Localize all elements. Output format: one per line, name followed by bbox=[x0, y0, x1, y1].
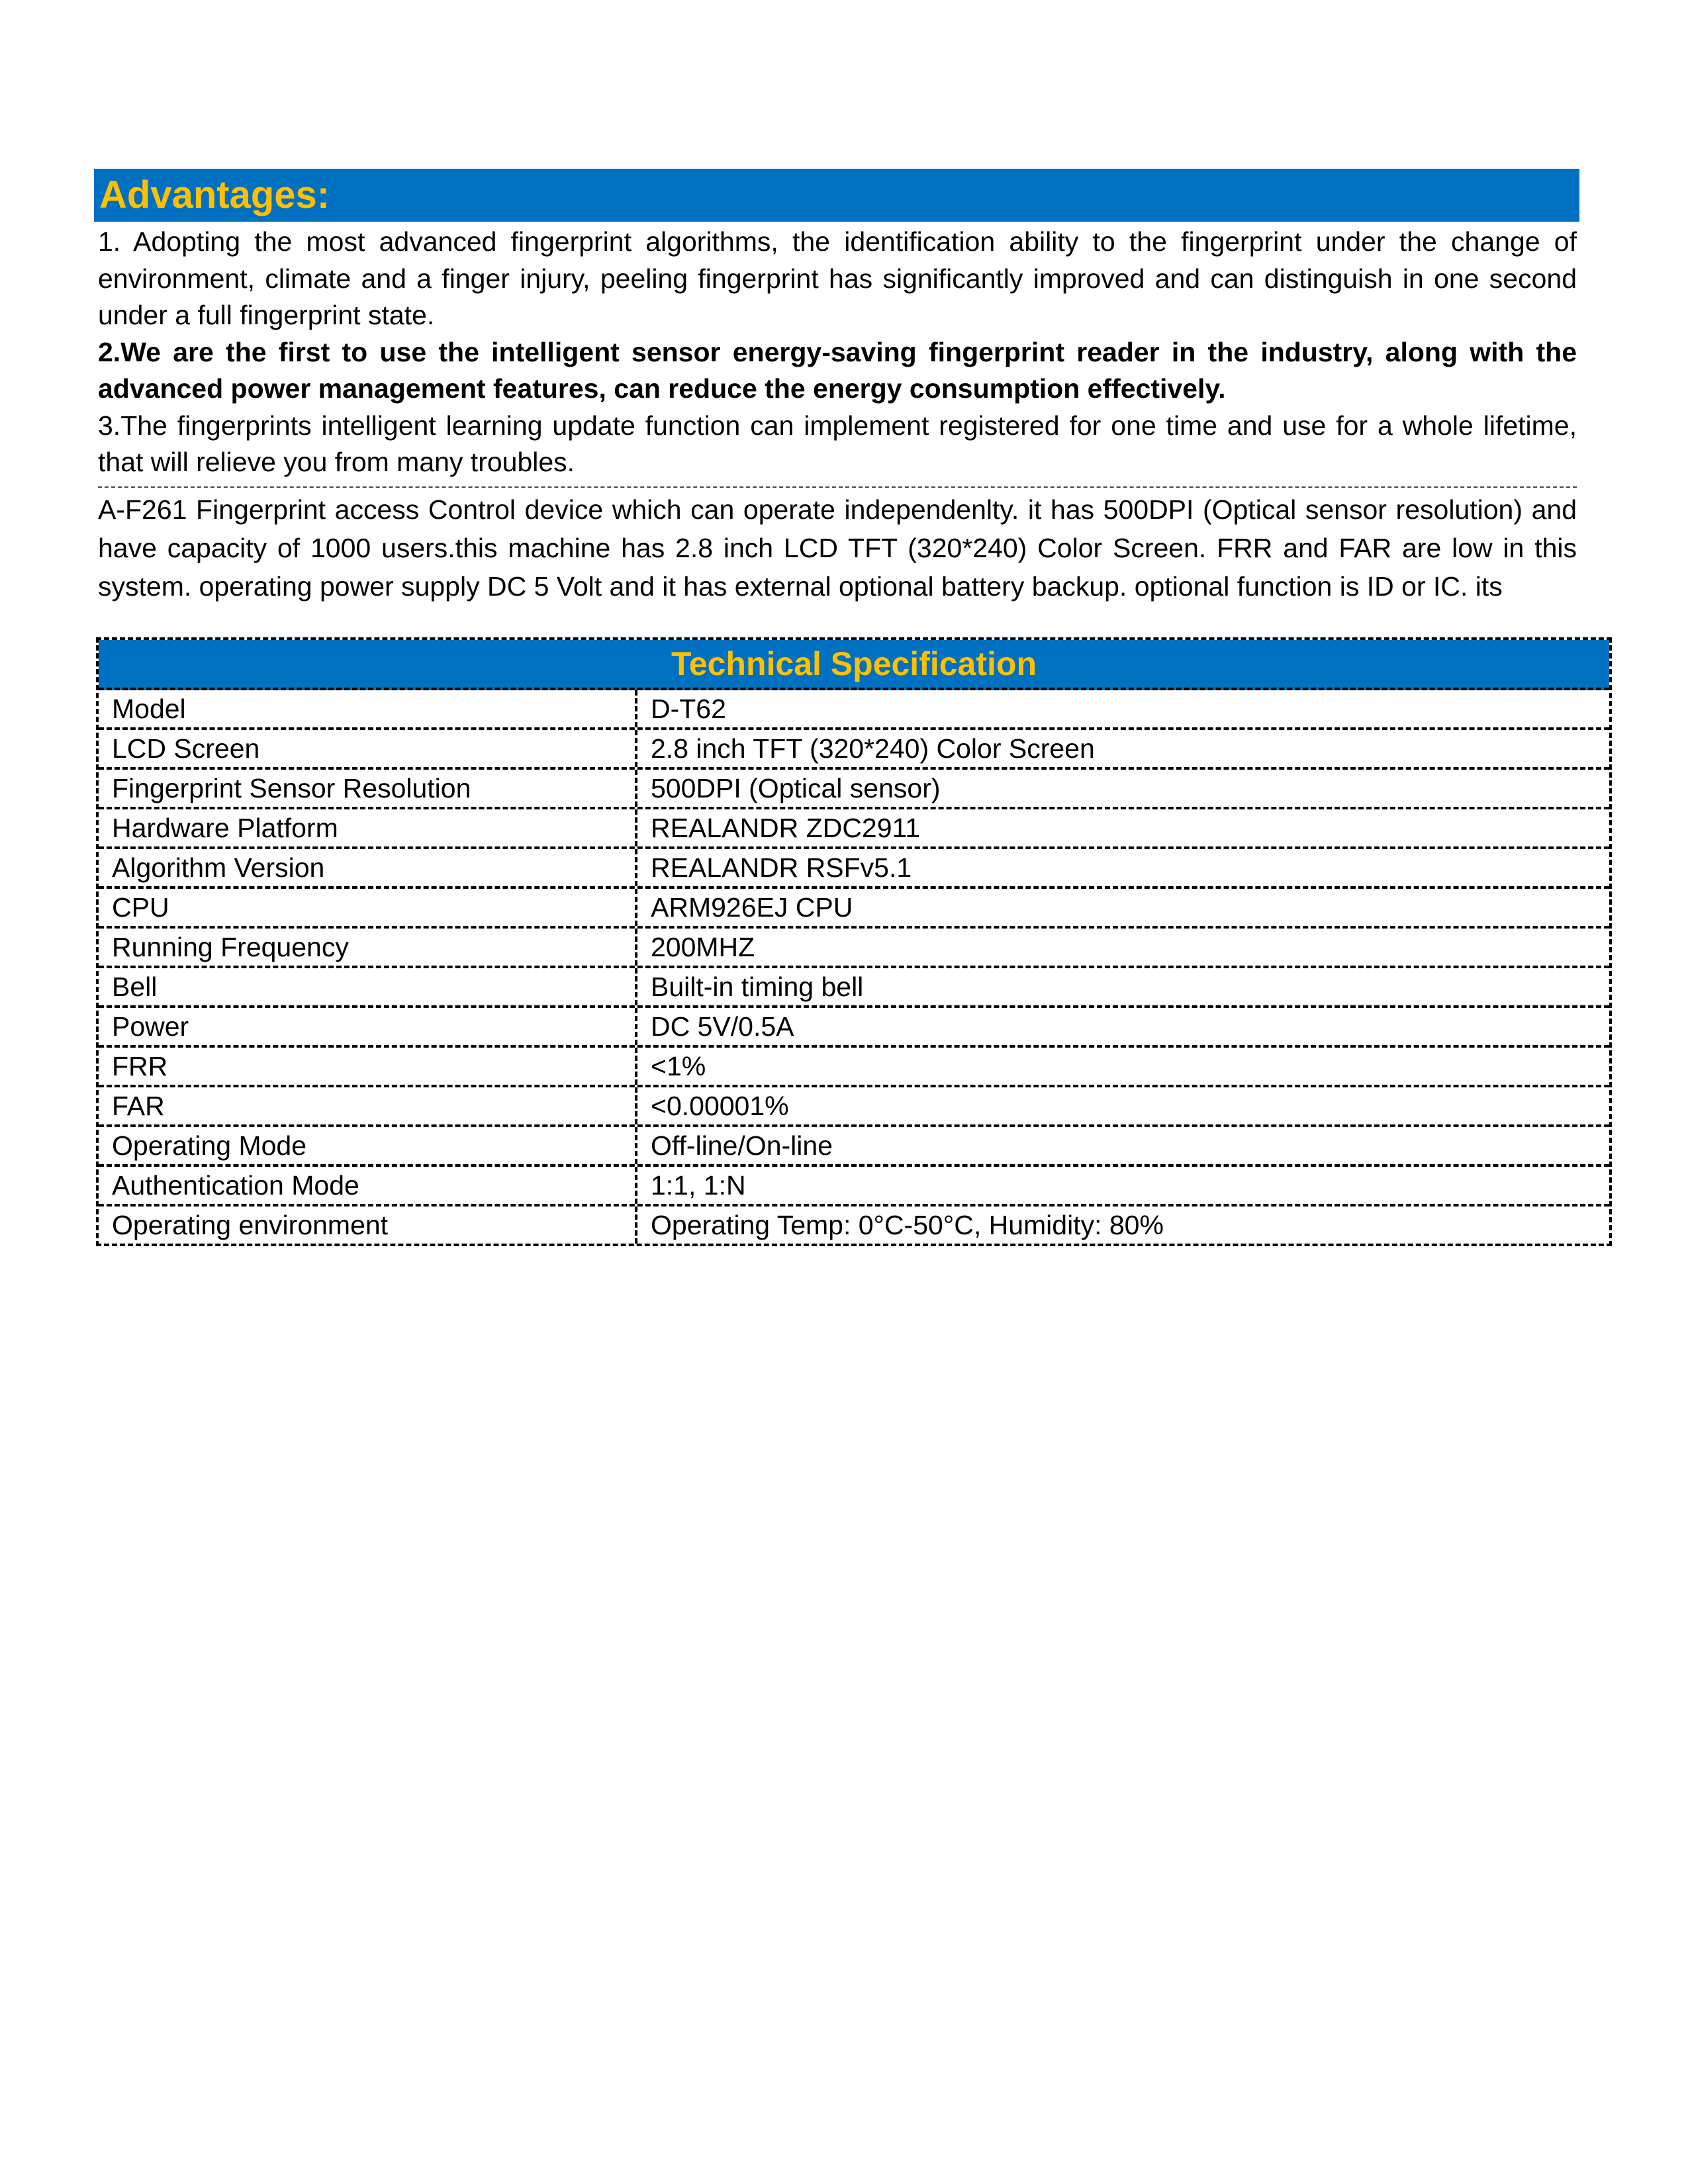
table-row bbox=[99, 690, 1609, 730]
spec-label: Hardware Platform bbox=[99, 809, 637, 846]
spec-label: Operating Mode bbox=[99, 1127, 637, 1164]
spec-value: DC 5V/0.5A bbox=[651, 1011, 794, 1042]
spec-value: REALANDR RSFv5.1 bbox=[651, 852, 912, 883]
spec-label: Running Frequency bbox=[99, 929, 637, 966]
spec-value: <1% bbox=[651, 1051, 706, 1081]
spec-value: 500DPI (Optical sensor) bbox=[651, 773, 941, 803]
table-row bbox=[99, 849, 1609, 889]
spec-value: 1:1, 1:N bbox=[651, 1170, 746, 1201]
table-row bbox=[99, 1127, 1609, 1167]
table-row bbox=[99, 1206, 1609, 1244]
spec-label: Power bbox=[99, 1008, 637, 1045]
table-row bbox=[99, 1008, 1609, 1048]
spec-label: Operating environment bbox=[99, 1206, 637, 1244]
advantage-point-3: 3.The fingerprints intelligent learning update function can implement registered for one time and use for a whole lifetime, that will relieve you from many troubles. bbox=[98, 410, 1577, 477]
spec-header bbox=[99, 640, 1609, 690]
table-row bbox=[99, 1167, 1609, 1206]
spec-label: Model bbox=[99, 690, 637, 727]
advantage-point-1: 1. Adopting the most advanced fingerprint algorithms, the identification ability to the fingerprint under the change of environment, climate and a finger injury, peeling fingerprint has significantly improved and can distinguish in one second under a full fingerprint state. bbox=[98, 226, 1577, 330]
spec-value: Off-line/On-line bbox=[651, 1130, 833, 1161]
table-row bbox=[99, 730, 1609, 770]
spec-label: Fingerprint Sensor Resolution bbox=[99, 770, 637, 807]
spec-table bbox=[96, 637, 1612, 1246]
advantages-header bbox=[94, 169, 1579, 222]
table-row bbox=[99, 809, 1609, 849]
advantages-title: Advantages: bbox=[99, 173, 330, 216]
spec-title: Technical Specification bbox=[671, 645, 1037, 682]
spec-label: Authentication Mode bbox=[99, 1167, 637, 1204]
spec-label: Bell bbox=[99, 968, 637, 1005]
product-description: A-F261 Fingerprint access Control device which can operate independenlty. it has 500DPI (Optical sensor resolution) and have capacity of 1000 users.this machine has 2.8 inch LCD TFT (320*240) Color Screen. FRR and FAR are low in this system. operating power supply DC 5 Volt and it has external optional battery backup. optional function is ID or IC. its bbox=[98, 494, 1577, 602]
advantages-section bbox=[98, 224, 1577, 606]
table-row bbox=[99, 889, 1609, 929]
spec-value: 2.8 inch TFT (320*240) Color Screen bbox=[651, 733, 1095, 764]
advantage-point-2: 2.We are the first to use the intelligent sensor energy-saving fingerprint reader in the industry, along with the advanced power management features, can reduce the energy consumption effectively. bbox=[98, 336, 1577, 404]
spec-label: LCD Screen bbox=[99, 730, 637, 767]
spec-label: Algorithm Version bbox=[99, 849, 637, 886]
table-row bbox=[99, 1048, 1609, 1087]
spec-value: <0.00001% bbox=[651, 1091, 789, 1121]
table-row bbox=[99, 968, 1609, 1008]
spec-value: Built-in timing bell bbox=[651, 972, 864, 1002]
spec-value: 200MHZ bbox=[651, 932, 755, 962]
table-row bbox=[99, 770, 1609, 809]
table-row bbox=[99, 1087, 1609, 1127]
spec-label: FAR bbox=[99, 1087, 637, 1124]
section-divider bbox=[98, 486, 1577, 488]
spec-label: CPU bbox=[99, 889, 637, 926]
spec-value: D-T62 bbox=[651, 694, 726, 724]
spec-value: REALANDR ZDC2911 bbox=[651, 813, 921, 843]
spec-value: ARM926EJ CPU bbox=[651, 892, 853, 923]
spec-value: Operating Temp: 0°C-50°C, Humidity: 80% bbox=[651, 1210, 1164, 1240]
spec-label: FRR bbox=[99, 1048, 637, 1085]
table-row bbox=[99, 929, 1609, 968]
